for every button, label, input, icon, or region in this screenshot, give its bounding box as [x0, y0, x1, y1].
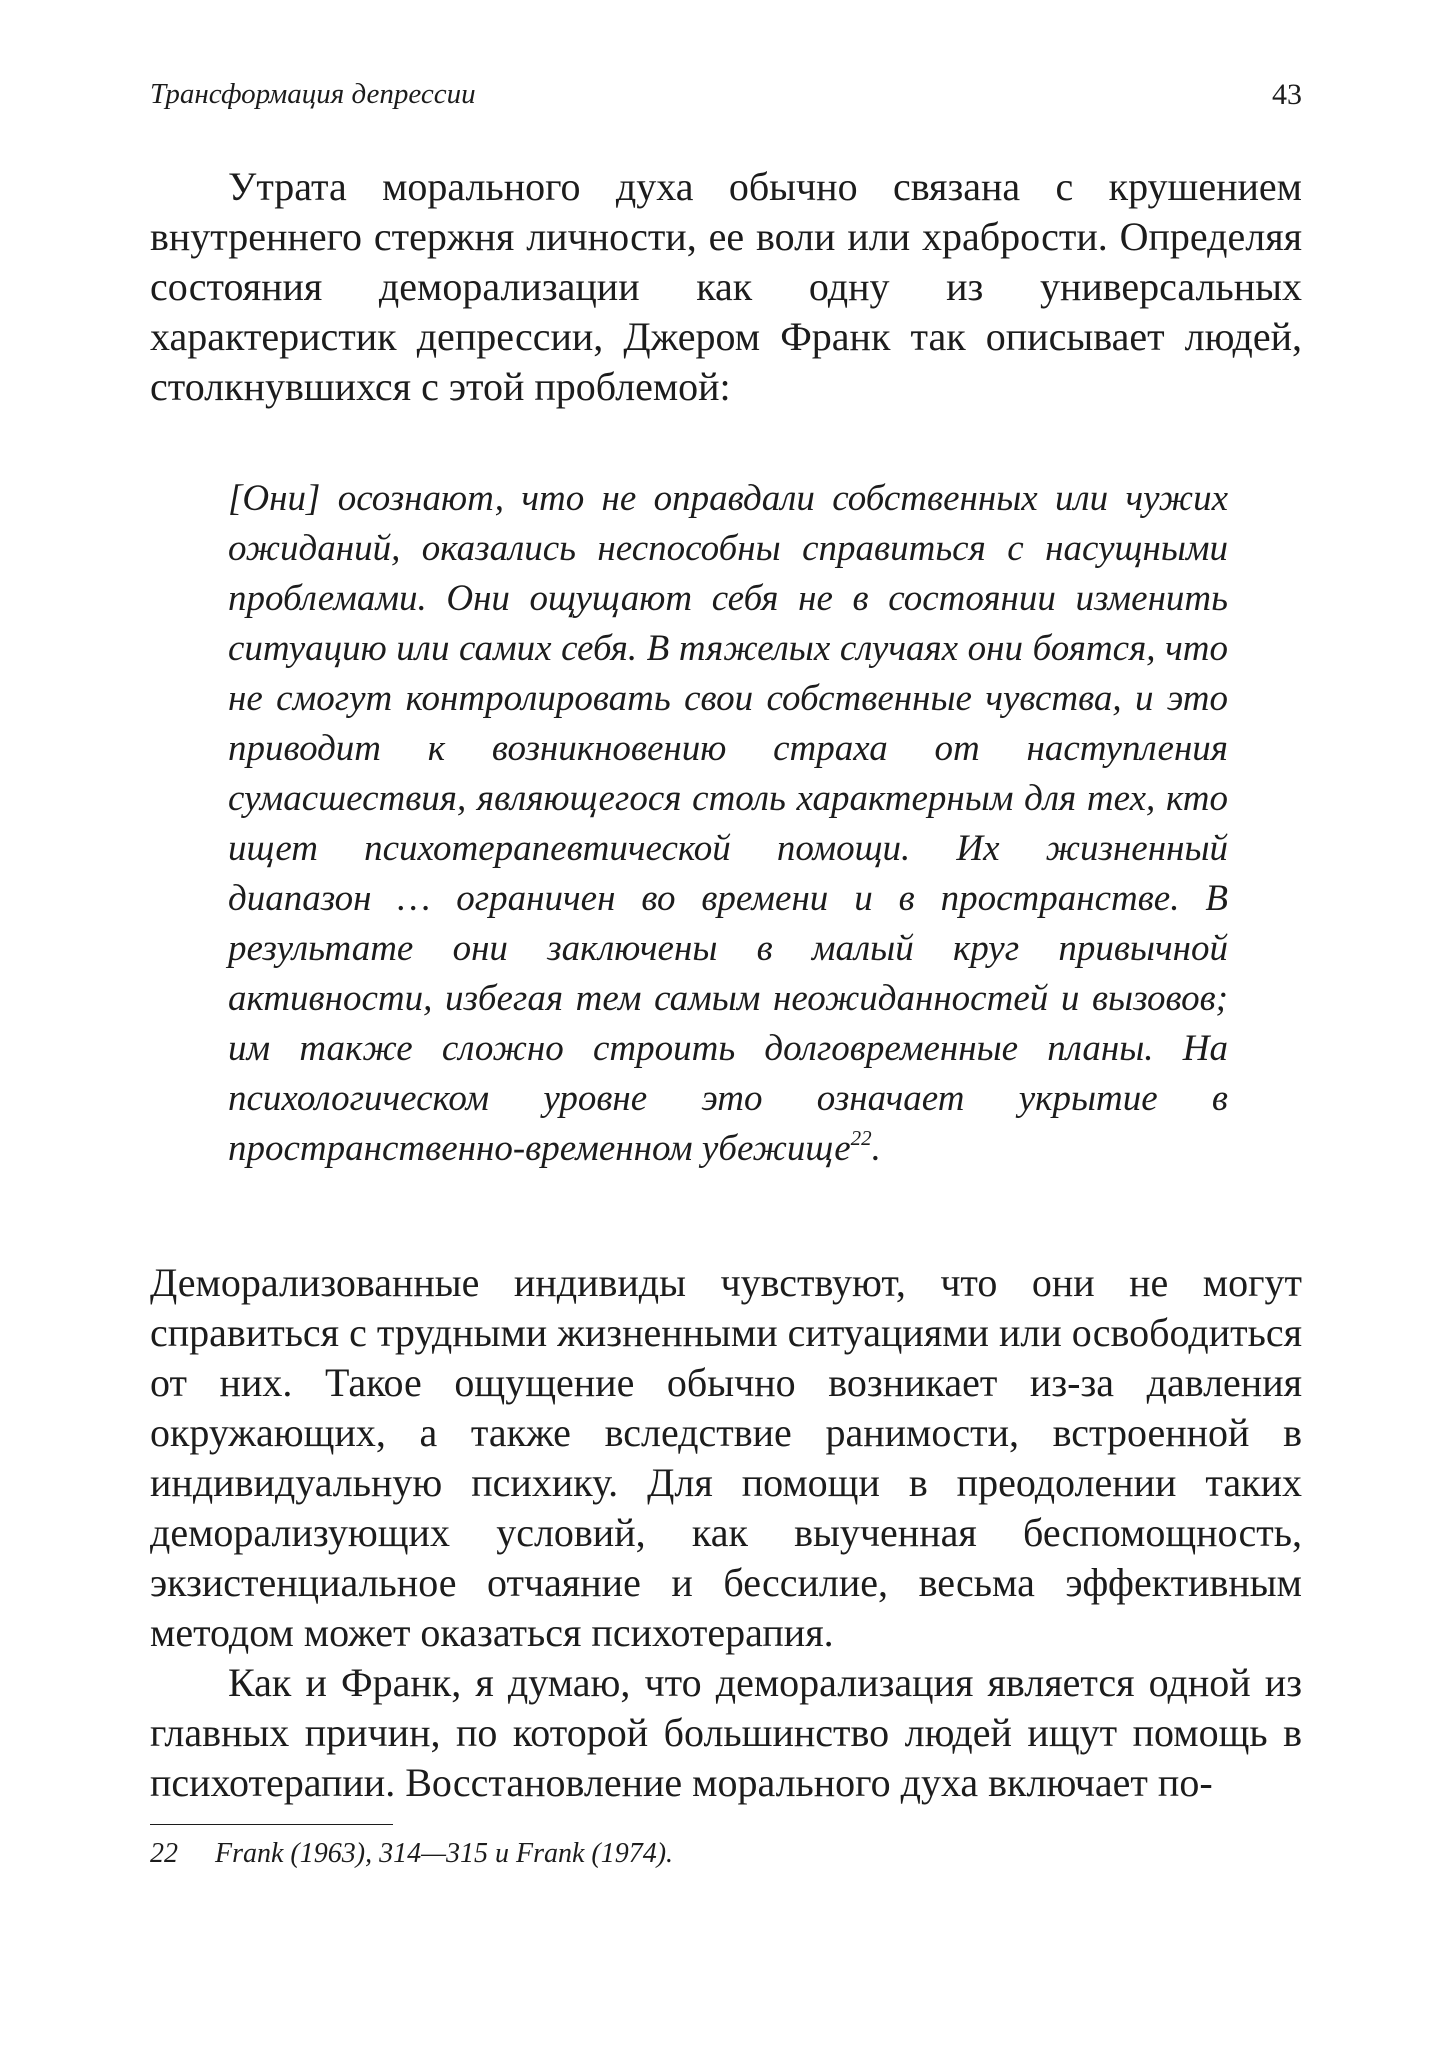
- paragraph-3: Как и Франк, я думаю, что деморализация является одной из главных причин, по которой большинство людей ищут помощь в психотерапии. Восстановление морального духа включает по-: [150, 1660, 1302, 1805]
- footnote-rule: [150, 1824, 393, 1825]
- page-number: 43: [1272, 78, 1302, 111]
- block-quote: [228, 474, 1228, 1174]
- block-quote-text: [Они] осознают, что не оправдали собственных или чужих ожиданий, оказались неспособны справиться с насущными проблемами. Они ощущают себя не в состоянии изменить ситуацию или самих себя. В тяжелых случаях они боятся, что не смогут контролировать свои собственные чувства, и это приводит к возникновению страха от наступления сумасшествия, являющегося столь характерным для тех, кто ищет психотерапевтической помощи. Их жизненный диапазон … ограничен во времени и в пространстве. В результате они заключены в малый круг привычной активности, избегая тем самым неожиданностей и вызовов; им также сложно строить долговременные планы. На психологическом уровне это означает укрытие в пространственно-временном убежище: [228, 478, 1228, 1169]
- footnote: [150, 1838, 673, 1870]
- running-head: Трансформация депрессии: [150, 78, 476, 110]
- footnote-number: 22: [150, 1838, 178, 1869]
- paragraph-1: Утрата морального духа обычно связана с крушением внутреннего стержня личности, ее воли или храбрости. Определяя состояния деморализации как одну из универсальных характеристик депрессии, Джером Франк так описывает людей, столкнувшихся с этой проблемой:: [150, 164, 1302, 409]
- page-header: [150, 78, 1302, 118]
- paragraph-2: Деморализованные индивиды чувствуют, что они не могут справиться с трудными жизненными ситуациями или освободиться от них. Такое ощущение обычно возникает из-за давления окружающих, а также вследствие ранимости, встроенной в индивидуальную психику. Для помощи в преодолении таких деморализующих условий, как выученная беспомощность, экзистенциальное отчаяние и бессилие, весьма эффективным методом может оказаться психотерапия.: [150, 1260, 1302, 1655]
- footnote-text: Frank (1963), 314—315 и Frank (1974).: [215, 1838, 674, 1869]
- footnote-reference[interactable]: 22: [850, 1126, 872, 1150]
- block-quote-end: .: [871, 1128, 881, 1169]
